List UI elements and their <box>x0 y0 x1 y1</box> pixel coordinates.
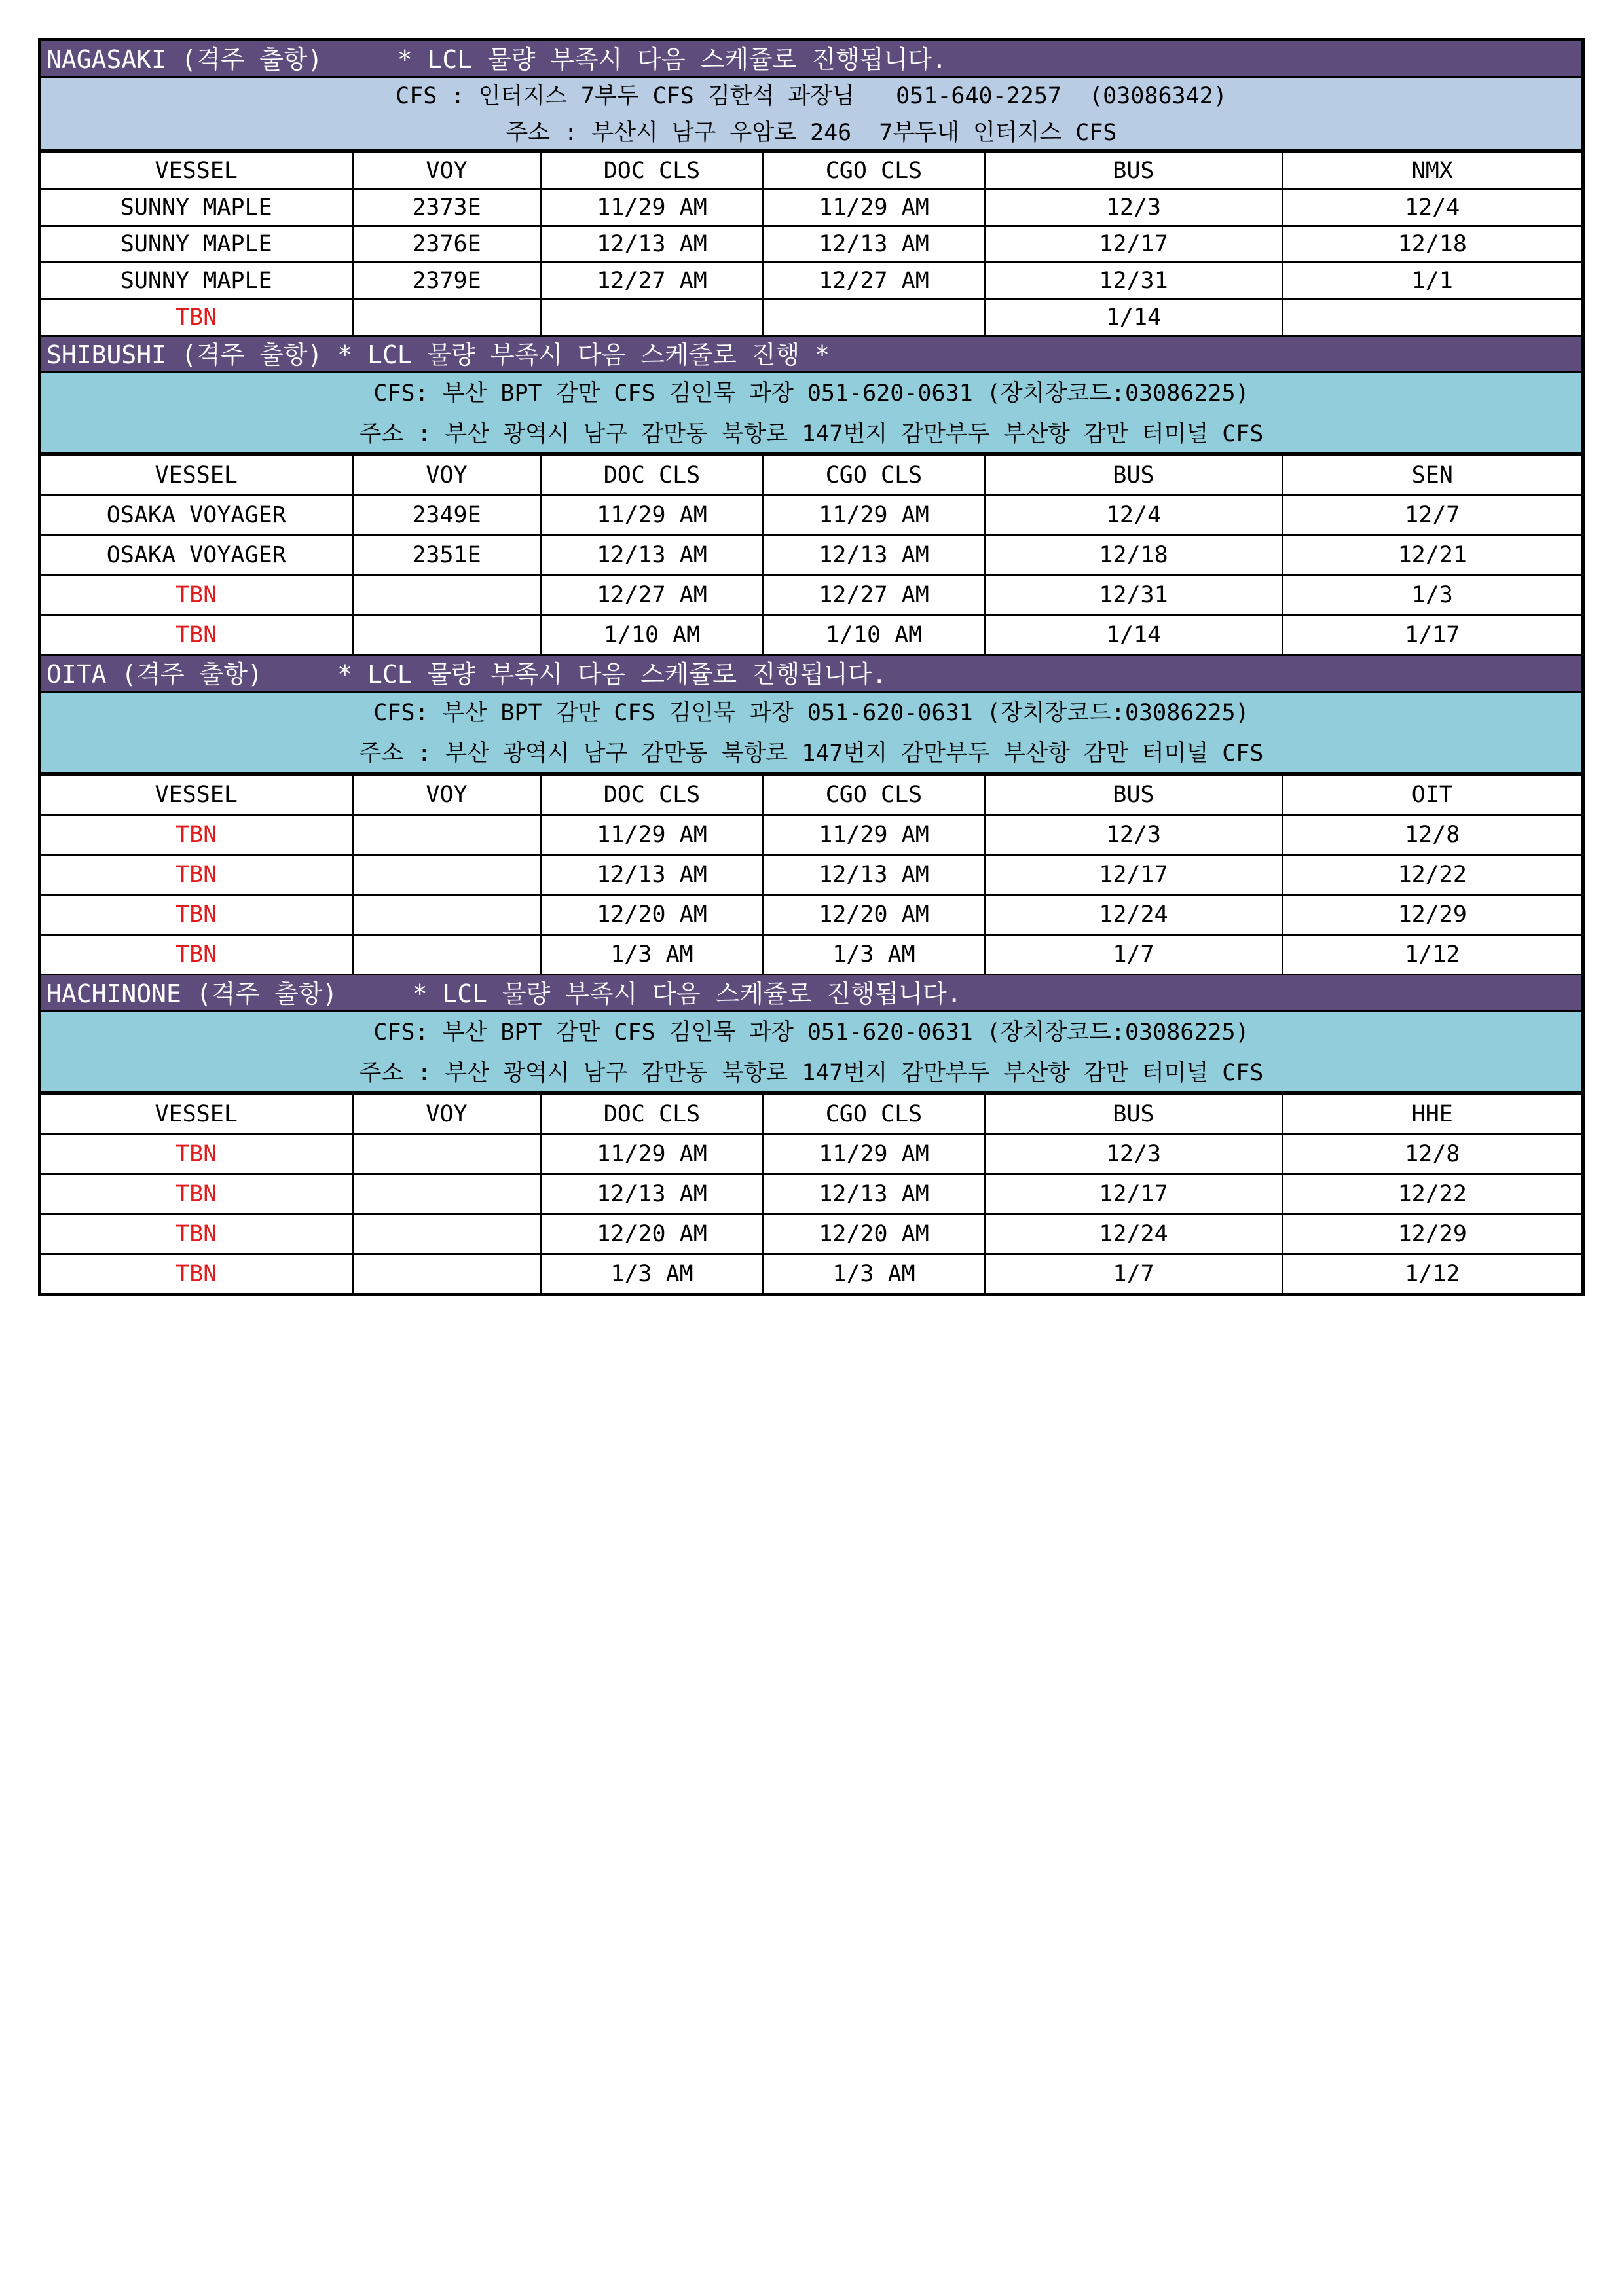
header-row <box>41 153 1581 189</box>
column-header: VESSEL <box>41 775 352 815</box>
cell-vessel: TBN <box>41 299 352 336</box>
cell-voy: 2349E <box>352 496 541 536</box>
table-row <box>41 895 1581 935</box>
cell-vessel: SUNNY MAPLE <box>41 189 352 226</box>
cell-voy <box>352 815 541 855</box>
cell-dest: 12/8 <box>1282 815 1581 855</box>
cell-dest: 1/1 <box>1282 263 1581 299</box>
cell-voy <box>352 855 541 895</box>
cell-voy <box>352 1135 541 1175</box>
column-header: SEN <box>1282 456 1581 496</box>
column-header: CGO CLS <box>763 775 985 815</box>
table-row <box>41 263 1581 299</box>
section-title <box>41 337 1581 373</box>
cell-cgo: 12/20 AM <box>763 895 985 935</box>
schedule-table <box>41 774 1581 975</box>
section-title <box>41 975 1581 1012</box>
cell-voy <box>352 615 541 655</box>
column-header: HHE <box>1282 1095 1581 1135</box>
cell-doc: 12/20 AM <box>541 1214 763 1254</box>
schedule-note: (격주 출항) * LCL 물량 부족시 다음 스케줄로 진행 * <box>166 340 830 369</box>
column-header: DOC CLS <box>541 1095 763 1135</box>
cell-doc: 11/29 AM <box>541 1135 763 1175</box>
cell-cgo: 12/20 AM <box>763 1214 985 1254</box>
cell-bus: 12/17 <box>985 226 1282 263</box>
cfs-contact: CFS: 부산 BPT 감만 CFS 김인묵 과장 051-620-0631 (장치장코드:03086225) <box>41 373 1581 414</box>
table-row <box>41 226 1581 263</box>
column-header: BUS <box>985 1095 1282 1135</box>
column-header: BUS <box>985 153 1282 189</box>
cell-cgo: 11/29 AM <box>763 815 985 855</box>
cell-voy: 2373E <box>352 189 541 226</box>
table-row <box>41 189 1581 226</box>
column-header: VOY <box>352 775 541 815</box>
cell-dest: 12/22 <box>1282 1175 1581 1214</box>
cell-doc <box>541 299 763 336</box>
column-header: VOY <box>352 456 541 496</box>
table-row <box>41 575 1581 615</box>
cell-doc: 12/27 AM <box>541 263 763 299</box>
cell-vessel: TBN <box>41 895 352 935</box>
cell-dest <box>1282 299 1581 336</box>
column-header: VESSEL <box>41 1095 352 1135</box>
port-name: OITA <box>46 660 107 689</box>
port-name: HACHINONE <box>46 979 181 1008</box>
cfs-address: 주소 : 부산 광역시 남구 감만동 북항로 147번지 감만부두 부산항 감만 터미널 CFS <box>41 733 1581 774</box>
cell-bus: 1/7 <box>985 1254 1282 1294</box>
cell-cgo: 1/3 AM <box>763 1254 985 1294</box>
column-header: VOY <box>352 153 541 189</box>
cell-bus: 1/14 <box>985 299 1282 336</box>
column-header: OIT <box>1282 775 1581 815</box>
cell-cgo: 12/13 AM <box>763 536 985 575</box>
cell-vessel: OSAKA VOYAGER <box>41 496 352 536</box>
cell-cgo: 1/3 AM <box>763 935 985 975</box>
cell-voy <box>352 895 541 935</box>
schedule-table <box>41 1093 1581 1293</box>
cell-doc: 12/13 AM <box>541 855 763 895</box>
cell-doc: 1/10 AM <box>541 615 763 655</box>
cell-bus: 12/17 <box>985 855 1282 895</box>
cell-vessel: TBN <box>41 615 352 655</box>
cell-dest: 1/3 <box>1282 575 1581 615</box>
cell-doc: 12/27 AM <box>541 575 763 615</box>
cell-bus: 12/17 <box>985 1175 1282 1214</box>
table-row <box>41 1175 1581 1214</box>
cell-voy <box>352 935 541 975</box>
cell-vessel: TBN <box>41 1175 352 1214</box>
cfs-address: 주소 : 부산 광역시 남구 감만동 북항로 147번지 감만부두 부산항 감만 터미널 CFS <box>41 1053 1581 1093</box>
cell-bus: 12/31 <box>985 263 1282 299</box>
section-title <box>41 656 1581 693</box>
column-header: CGO CLS <box>763 1095 985 1135</box>
cell-cgo: 11/29 AM <box>763 189 985 226</box>
schedule-note: (격주 출항) * LCL 물량 부족시 다음 스케쥴로 진행됩니다. <box>181 979 962 1008</box>
cell-bus: 12/3 <box>985 1135 1282 1175</box>
port-name: SHIBUSHI <box>46 340 167 369</box>
cell-dest: 12/21 <box>1282 536 1581 575</box>
section-title <box>41 41 1581 78</box>
cell-vessel: TBN <box>41 815 352 855</box>
cell-doc: 12/20 AM <box>541 895 763 935</box>
column-header: VESSEL <box>41 153 352 189</box>
section-shibushi <box>41 337 1581 656</box>
cell-doc: 12/13 AM <box>541 226 763 263</box>
section-nagasaki <box>41 41 1581 337</box>
cell-doc: 11/29 AM <box>541 189 763 226</box>
cell-cgo: 1/10 AM <box>763 615 985 655</box>
cell-bus: 12/3 <box>985 189 1282 226</box>
cell-vessel: TBN <box>41 1214 352 1254</box>
cell-vessel: TBN <box>41 855 352 895</box>
cell-cgo <box>763 299 985 336</box>
cell-bus: 12/31 <box>985 575 1282 615</box>
cell-bus: 12/18 <box>985 536 1282 575</box>
cell-dest: 12/7 <box>1282 496 1581 536</box>
cell-bus: 1/14 <box>985 615 1282 655</box>
cell-vessel: TBN <box>41 935 352 975</box>
table-row <box>41 1135 1581 1175</box>
cell-vessel: SUNNY MAPLE <box>41 263 352 299</box>
port-name: NAGASAKI <box>46 45 167 74</box>
cell-cgo: 12/13 AM <box>763 855 985 895</box>
cell-dest: 12/29 <box>1282 895 1581 935</box>
cell-voy <box>352 1214 541 1254</box>
table-row <box>41 299 1581 336</box>
cell-vessel: TBN <box>41 1135 352 1175</box>
cell-voy <box>352 575 541 615</box>
schedule-sheet <box>38 38 1585 1296</box>
schedule-table <box>41 454 1581 656</box>
cfs-contact: CFS: 부산 BPT 감만 CFS 김인묵 과장 051-620-0631 (장치장코드:03086225) <box>41 693 1581 733</box>
cell-doc: 12/13 AM <box>541 1175 763 1214</box>
table-row <box>41 536 1581 575</box>
cell-cgo: 11/29 AM <box>763 1135 985 1175</box>
cell-bus: 12/24 <box>985 895 1282 935</box>
cfs-address: 주소 : 부산 광역시 남구 감만동 북항로 147번지 감만부두 부산항 감만 터미널 CFS <box>41 414 1581 454</box>
cell-doc: 1/3 AM <box>541 1254 763 1294</box>
table-row <box>41 815 1581 855</box>
cell-cgo: 12/13 AM <box>763 226 985 263</box>
cell-dest: 12/29 <box>1282 1214 1581 1254</box>
cell-dest: 12/8 <box>1282 1135 1581 1175</box>
column-header: CGO CLS <box>763 456 985 496</box>
header-row <box>41 456 1581 496</box>
cell-doc: 1/3 AM <box>541 935 763 975</box>
schedule-note: (격주 출항) * LCL 물량 부족시 다음 스케쥴로 진행됩니다. <box>106 660 887 689</box>
section-oita <box>41 656 1581 975</box>
cell-voy: 2376E <box>352 226 541 263</box>
column-header: CGO CLS <box>763 153 985 189</box>
cell-voy: 2351E <box>352 536 541 575</box>
schedule-table <box>41 151 1581 337</box>
cell-cgo: 12/27 AM <box>763 575 985 615</box>
column-header: DOC CLS <box>541 775 763 815</box>
schedule-note: (격주 출항) * LCL 물량 부족시 다음 스케쥴로 진행됩니다. <box>166 45 947 74</box>
cell-dest: 1/12 <box>1282 935 1581 975</box>
column-header: BUS <box>985 456 1282 496</box>
cell-dest: 12/22 <box>1282 855 1581 895</box>
cell-vessel: SUNNY MAPLE <box>41 226 352 263</box>
header-row <box>41 1095 1581 1135</box>
cell-cgo: 12/27 AM <box>763 263 985 299</box>
cell-bus: 12/24 <box>985 1214 1282 1254</box>
cell-doc: 11/29 AM <box>541 496 763 536</box>
table-row <box>41 615 1581 655</box>
cell-cgo: 12/13 AM <box>763 1175 985 1214</box>
table-row <box>41 1214 1581 1254</box>
cfs-contact: CFS : 인터지스 7부두 CFS 김한석 과장님 051-640-2257 (03086342) <box>41 78 1581 115</box>
column-header: NMX <box>1282 153 1581 189</box>
cell-voy <box>352 299 541 336</box>
column-header: BUS <box>985 775 1282 815</box>
cell-bus: 1/7 <box>985 935 1282 975</box>
cell-doc: 12/13 AM <box>541 536 763 575</box>
cell-bus: 12/3 <box>985 815 1282 855</box>
cell-voy: 2379E <box>352 263 541 299</box>
section-hachinone <box>41 975 1581 1293</box>
cell-voy <box>352 1175 541 1214</box>
table-row <box>41 496 1581 536</box>
cell-vessel: TBN <box>41 575 352 615</box>
column-header: DOC CLS <box>541 456 763 496</box>
cell-dest: 12/18 <box>1282 226 1581 263</box>
column-header: VOY <box>352 1095 541 1135</box>
header-row <box>41 775 1581 815</box>
cfs-address: 주소 : 부산시 남구 우암로 246 7부두내 인터지스 CFS <box>41 115 1581 151</box>
cell-cgo: 11/29 AM <box>763 496 985 536</box>
cell-dest: 1/12 <box>1282 1254 1581 1294</box>
cell-dest: 12/4 <box>1282 189 1581 226</box>
cell-vessel: OSAKA VOYAGER <box>41 536 352 575</box>
cfs-contact: CFS: 부산 BPT 감만 CFS 김인묵 과장 051-620-0631 (장치장코드:03086225) <box>41 1012 1581 1053</box>
cell-bus: 12/4 <box>985 496 1282 536</box>
table-row <box>41 935 1581 975</box>
table-row <box>41 855 1581 895</box>
column-header: VESSEL <box>41 456 352 496</box>
column-header: DOC CLS <box>541 153 763 189</box>
cell-doc: 11/29 AM <box>541 815 763 855</box>
cell-voy <box>352 1254 541 1294</box>
cell-vessel: TBN <box>41 1254 352 1294</box>
table-row <box>41 1254 1581 1294</box>
cell-dest: 1/17 <box>1282 615 1581 655</box>
